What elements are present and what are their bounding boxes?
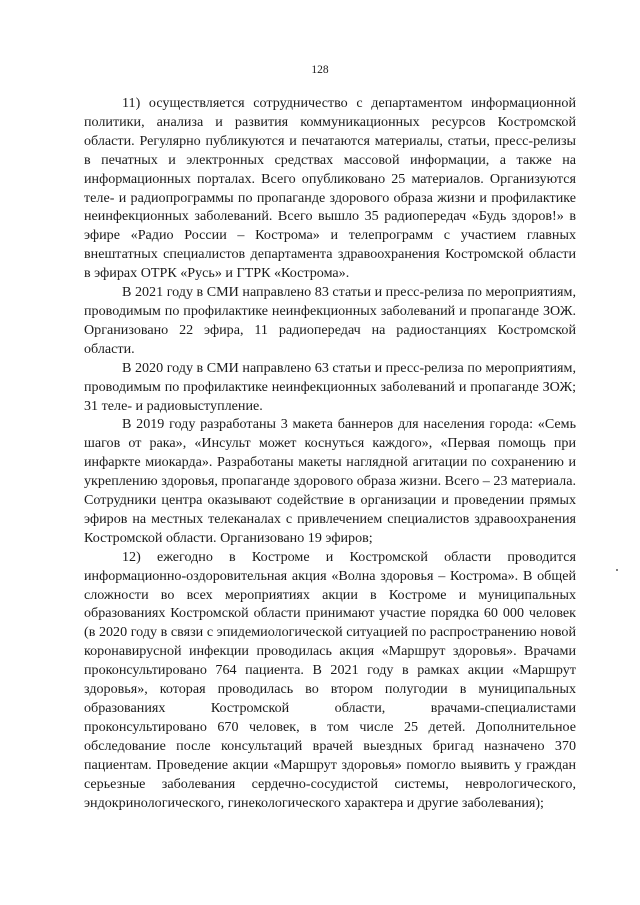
paragraph-2019-banners: В 2019 году разработаны 3 макета баннеров для населения города: «Семь шагов от рака», «Инсульт может коснуться каждого», «Первая помощь при инфаркте миокарда». Разработаны макеты наглядной агитации по сохранению и укреплению здоровья, пропаганде здорового образа жизни. Всего – 23 материала. Сотрудники центра оказывают содействие в организации и проведении прямых эфиров на местных телеканалах с привлечением специалистов здравоохранения Костромской области. Организовано 19 эфиров; — [84, 416, 576, 546]
paragraph-2021-media: В 2021 году в СМИ направлено 83 статьи и пресс-релиза по мероприятиям, проводимым по профилактике неинфекционных заболеваний и пропаганде ЗОЖ. Организовано 22 эфира, 11 радиопередач на радиостанциях Костромской области. — [84, 284, 576, 357]
paragraph-12-health-wave: 12) ежегодно в Костроме и Костромской области проводится информационно-оздоровительная акция «Волна здоровья – Кострома». В общей сложности во всех мероприятиях акции в Костроме и муниципальных образованиях Костромской области принимают участие порядка 60 000 человек (в 2020 году в связи с эпидемиологической ситуацией по распространению новой коронавирусной инфекции проводилась акция «Маршрут здоровья». Врачами проконсультировано 764 пациента. В 2021 году в рамках акции «Маршрут здоровья», которая проводилась во втором полугодии в муниципальных образованиях Костромской области, врачами-специалистами проконсультировано 670 человек, в том числе 25 детей. Дополнительное обследование после консультаций врачей выездных бригад назначено 370 пациентам. Проведение акции «Маршрут здоровья» помогло выявить у граждан серьезные заболевания сердечно-сосудистой системы, неврологического, эндокринологического, гинекологического характера и другие заболевания); — [84, 548, 576, 811]
page-number: 128 — [311, 64, 329, 76]
paragraph-11-cooperation: 11) осуществляется сотрудничество с департаментом информационной политики, анализа и развития коммуникационных ресурсов Костромской области. Регулярно публикуются и печатаются материалы, статьи, пресс-релизы в печатных и электронных средствах массовой информации, а также на информационных порталах. Всего опубликовано 25 материалов. Организуются теле- и радиопрограммы по пропаганде здорового образа жизни и профилактике неинфекционных заболеваний. Всего вышло 35 радиопередач «Будь здоров!» в эфире «Радио России – Кострома» и телепрограмм с участием главных внештатных специалистов департамента здравоохранения Костромской области в эфирах ОТРК «Русь» и ГТРК «Кострома». — [84, 95, 576, 282]
scan-speck — [616, 569, 618, 571]
paragraph-2020-media: В 2020 году в СМИ направлено 63 статьи и пресс-релиза по мероприятиям, проводимым по профилактике неинфекционных заболеваний и пропаганде ЗОЖ; 31 теле- и радиовыступление. — [84, 359, 576, 414]
document-body — [84, 94, 576, 812]
